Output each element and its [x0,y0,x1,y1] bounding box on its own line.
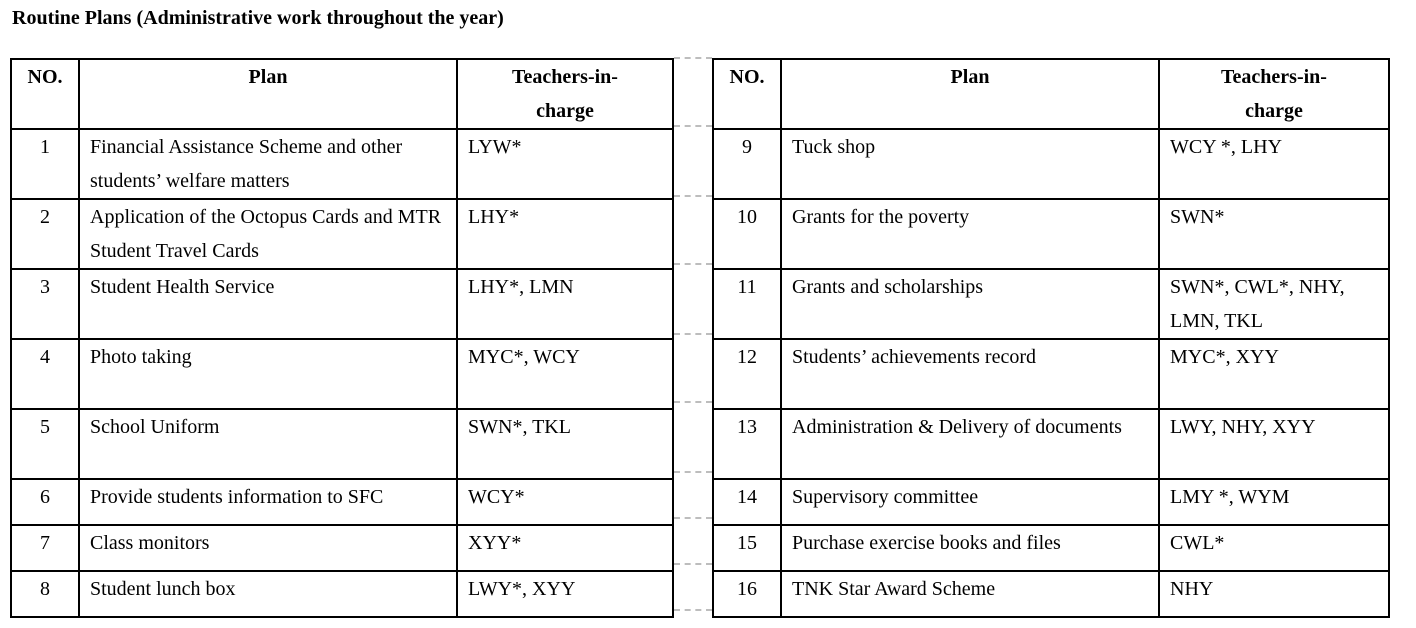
page-title: Routine Plans (Administrative work throughout the year) [12,7,504,29]
row-number: 13 [713,409,781,479]
teachers-cell: XYY* [457,525,673,571]
gutter-dash [674,125,712,127]
row-number: 5 [11,409,79,479]
table-row [713,409,1389,479]
plan-cell: School Uniform [79,409,457,479]
teachers-cell: LWY, NHY, XYY [1159,409,1389,479]
gutter-dash [674,195,712,197]
plan-cell: Grants for the poverty [781,199,1159,269]
table-row [713,129,1389,199]
teachers-cell: LHY* [457,199,673,269]
gutter-dash [674,517,712,519]
table-row [11,199,673,269]
table-header-row [713,59,1389,129]
row-number: 8 [11,571,79,617]
gutter-dash [674,471,712,473]
row-number: 12 [713,339,781,409]
plan-cell: Student Health Service [79,269,457,339]
column-header-no: NO. [713,59,781,129]
column-header-no: NO. [11,59,79,129]
column-header-plan: Plan [79,59,457,129]
row-number: 2 [11,199,79,269]
plan-cell: Tuck shop [781,129,1159,199]
teachers-cell: SWN*, TKL [457,409,673,479]
row-number: 9 [713,129,781,199]
row-number: 1 [11,129,79,199]
row-number: 3 [11,269,79,339]
plan-cell: Grants and scholarships [781,269,1159,339]
gutter-dash [674,333,712,335]
plan-cell: Students’ achievements record [781,339,1159,409]
table-row [713,269,1389,339]
teachers-cell: SWN*, CWL*, NHY, LMN, TKL [1159,269,1389,339]
table-row [713,571,1389,617]
plan-cell: Application of the Octopus Cards and MTR Student Travel Cards [79,199,457,269]
row-number: 7 [11,525,79,571]
plan-cell: Financial Assistance Scheme and other students’ welfare matters [79,129,457,199]
plan-cell: Supervisory committee [781,479,1159,525]
row-number: 4 [11,339,79,409]
table-row [11,525,673,571]
teachers-cell: MYC*, XYY [1159,339,1389,409]
column-header-teachers: Teachers-in- charge [1159,59,1389,129]
table-row [11,269,673,339]
teachers-cell: LWY*, XYY [457,571,673,617]
row-number: 11 [713,269,781,339]
row-number: 10 [713,199,781,269]
teachers-cell: NHY [1159,571,1389,617]
gutter-dash [674,563,712,565]
table-row [11,129,673,199]
table-row [11,409,673,479]
gutter-dash [674,609,712,611]
row-number: 16 [713,571,781,617]
table-row [11,479,673,525]
row-number: 6 [11,479,79,525]
table-gutter [674,58,712,610]
plan-cell: Purchase exercise books and files [781,525,1159,571]
table-row [713,199,1389,269]
column-header-plan: Plan [781,59,1159,129]
plan-cell: Photo taking [79,339,457,409]
teachers-cell: WCY *, LHY [1159,129,1389,199]
plan-cell: Provide students information to SFC [79,479,457,525]
table-row [11,339,673,409]
row-number: 14 [713,479,781,525]
row-number: 15 [713,525,781,571]
teachers-cell: LYW* [457,129,673,199]
plan-cell: Class monitors [79,525,457,571]
teachers-cell: SWN* [1159,199,1389,269]
plan-cell: TNK Star Award Scheme [781,571,1159,617]
teachers-cell: LMY *, WYM [1159,479,1389,525]
teachers-cell: CWL* [1159,525,1389,571]
table-row [713,525,1389,571]
routine-plans-table-left [10,58,674,618]
table-header-row [11,59,673,129]
teachers-cell: LHY*, LMN [457,269,673,339]
plan-cell: Administration & Delivery of documents [781,409,1159,479]
teachers-cell: WCY* [457,479,673,525]
teachers-cell: MYC*, WCY [457,339,673,409]
table-row [11,571,673,617]
routine-plans-table-right [712,58,1390,618]
table-row [713,479,1389,525]
gutter-dash [674,401,712,403]
column-header-teachers: Teachers-in- charge [457,59,673,129]
table-row [713,339,1389,409]
gutter-dash [674,57,712,59]
plan-cell: Student lunch box [79,571,457,617]
gutter-dash [674,263,712,265]
